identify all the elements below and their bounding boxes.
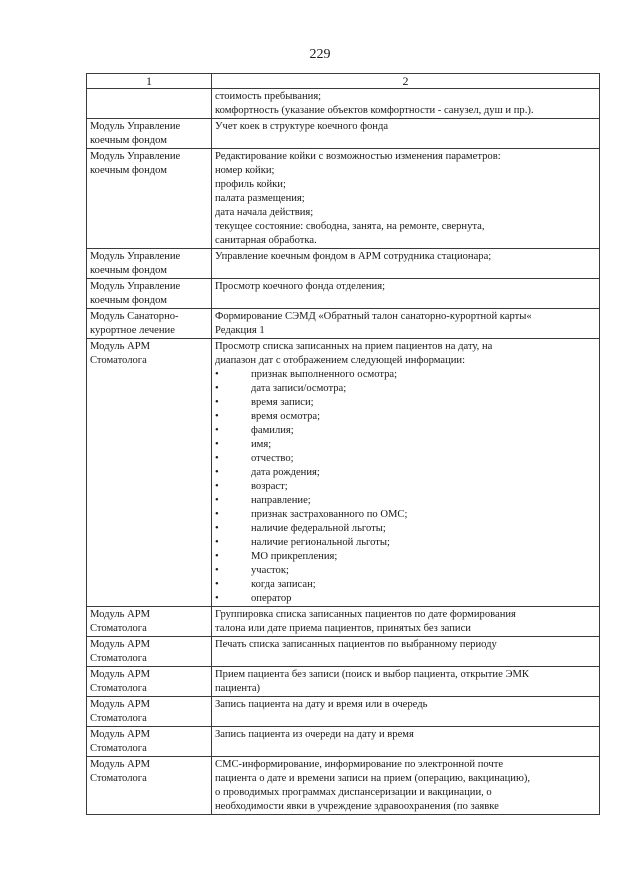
list-item (215, 592, 596, 606)
list-item (215, 438, 596, 452)
bullet-icon: • (215, 411, 219, 422)
bullet-icon: • (215, 565, 219, 576)
module-cell: Модуль АРМ Стоматолога (87, 667, 212, 697)
function-text-line: диапазон дат с отображением следующей информации: (215, 355, 466, 366)
function-text-line: пациента о дате и времени записи на прием (операцию, вакцинацию), (215, 773, 531, 784)
module-cell: Модуль Управление коечным фондом (87, 149, 212, 249)
bullet-icon: • (215, 509, 219, 520)
function-text-line: Управление коечным фондом в АРМ сотрудника стационара; (215, 251, 492, 262)
function-cell (212, 149, 600, 249)
bullet-icon: • (215, 579, 219, 590)
table-row (87, 89, 600, 119)
module-cell: Модуль Управление коечным фондом (87, 249, 212, 279)
function-text-line: палата размещения; (215, 193, 305, 204)
bullet-icon: • (215, 537, 219, 548)
module-cell (87, 89, 212, 119)
table-row (87, 119, 600, 149)
table-row (87, 727, 600, 757)
function-text-line: Прием пациента без записи (поиск и выбор пациента, открытие ЭМК (215, 669, 529, 680)
table-row (87, 149, 600, 249)
function-text-line: Формирование СЭМД «Обратный талон санаторно-курортной карты« (215, 311, 532, 322)
function-cell (212, 119, 600, 149)
list-item-text: участок; (251, 565, 289, 576)
table-row (87, 667, 600, 697)
function-text-line: необходимости явки в учреждение здравоохранения (по заявке (215, 801, 499, 812)
list-item-text: когда записан; (251, 579, 316, 590)
module-cell: Модуль Санаторно-курортное лечение (87, 309, 212, 339)
table-row (87, 637, 600, 667)
table-row (87, 249, 600, 279)
list-item (215, 396, 596, 410)
list-item (215, 508, 596, 522)
page-number: 229 (309, 47, 331, 62)
list-item-text: признак выполненного осмотра; (251, 369, 398, 380)
list-item-text: отчество; (251, 453, 294, 464)
list-item-text: дата рождения; (251, 467, 320, 478)
list-item-text: признак застрахованного по ОМС; (251, 509, 408, 520)
requirements-table (86, 73, 600, 815)
table-row (87, 309, 600, 339)
function-text-line: санитарная обработка. (215, 235, 317, 246)
table-row (87, 607, 600, 637)
function-text-line: Запись пациента из очереди на дату и время (215, 729, 414, 740)
list-item (215, 522, 596, 536)
list-item (215, 452, 596, 466)
table-row (87, 697, 600, 727)
list-item-text: МО прикрепления; (251, 551, 338, 562)
bullet-icon: • (215, 467, 219, 478)
list-item (215, 494, 596, 508)
function-cell (212, 757, 600, 815)
list-item-text: время записи; (251, 397, 314, 408)
list-item (215, 466, 596, 480)
list-item-text: оператор (251, 593, 292, 604)
bullet-icon: • (215, 523, 219, 534)
function-text-line: Просмотр списка записанных на прием пациентов на дату, на (215, 341, 493, 352)
function-text-line: номер койки; (215, 165, 275, 176)
bullet-icon: • (215, 551, 219, 562)
function-text-line: Запись пациента на дату и время или в очередь (215, 699, 428, 710)
module-cell: Модуль АРМ Стоматолога (87, 637, 212, 667)
module-cell: Модуль АРМ Стоматолога (87, 757, 212, 815)
module-cell: Модуль Управление коечным фондом (87, 119, 212, 149)
list-item (215, 382, 596, 396)
list-item-text: имя; (251, 439, 272, 450)
list-item (215, 578, 596, 592)
list-item (215, 480, 596, 494)
bullet-icon: • (215, 425, 219, 436)
function-text-line: профиль койки; (215, 179, 286, 190)
list-item-text: наличие федеральной льготы; (251, 523, 386, 534)
function-text-line: Печать списка записанных пациентов по выбранному периоду (215, 639, 497, 650)
list-item (215, 536, 596, 550)
module-cell: Модуль АРМ Стоматолога (87, 697, 212, 727)
list-item (215, 424, 596, 438)
module-cell: Модуль АРМ Стоматолога (87, 607, 212, 637)
function-text-line: стоимость пребывания; (215, 91, 322, 102)
bullet-icon: • (215, 453, 219, 464)
list-item-text: возраст; (251, 481, 288, 492)
function-cell (212, 339, 600, 607)
table-row (87, 279, 600, 309)
function-text-line: Просмотр коечного фонда отделения; (215, 281, 386, 292)
module-cell: Модуль Управление коечным фондом (87, 279, 212, 309)
function-cell (212, 607, 600, 637)
function-text-line: Редакция 1 (215, 325, 265, 336)
list-item-text: время осмотра; (251, 411, 321, 422)
function-cell (212, 667, 600, 697)
function-text-line: талона или дате приема пациентов, принятых без записи (215, 623, 471, 634)
function-text-line: СМС-информирование, информирование по электронной почте (215, 759, 504, 770)
function-text-line: текущее состояние: свободна, занята, на ремонте, свернута, (215, 221, 485, 232)
bullet-icon: • (215, 383, 219, 394)
function-text-line: Учет коек в структуре коечного фонда (215, 121, 389, 132)
list-item (215, 550, 596, 564)
function-cell (212, 637, 600, 667)
list-item-text: дата записи/осмотра; (251, 383, 347, 394)
header-col-1: 1 (87, 74, 212, 89)
table-header-row (87, 74, 600, 89)
table-row (87, 757, 600, 815)
list-item-text: фамилия; (251, 425, 294, 436)
module-cell: Модуль АРМ Стоматолога (87, 339, 212, 607)
list-item (215, 410, 596, 424)
bullet-icon: • (215, 439, 219, 450)
function-cell (212, 249, 600, 279)
bullet-icon: • (215, 397, 219, 408)
function-cell (212, 89, 600, 119)
page-crop-edge (86, 843, 600, 883)
function-cell (212, 697, 600, 727)
function-cell (212, 279, 600, 309)
module-cell: Модуль АРМ Стоматолога (87, 727, 212, 757)
function-text-line: Редактирование койки с возможностью изменения параметров: (215, 151, 501, 162)
bullet-icon: • (215, 369, 219, 380)
bullet-list (215, 368, 596, 606)
bullet-icon: • (215, 495, 219, 506)
function-text-line: Группировка списка записанных пациентов по дате формирования (215, 609, 516, 620)
function-text-line: дата начала действия; (215, 207, 314, 218)
function-text-line: комфортность (указание объектов комфортности - санузел, душ и пр.). (215, 105, 534, 116)
function-cell (212, 727, 600, 757)
list-item-text: наличие региональной льготы; (251, 537, 390, 548)
function-text-line: о проводимых программах диспансеризации и вакцинации, о (215, 787, 492, 798)
list-item (215, 368, 596, 382)
function-text-line: пациента) (215, 683, 261, 694)
list-item (215, 564, 596, 578)
bullet-icon: • (215, 593, 219, 604)
header-col-2: 2 (212, 74, 600, 89)
list-item-text: направление; (251, 495, 311, 506)
function-cell (212, 309, 600, 339)
bullet-icon: • (215, 481, 219, 492)
table-row (87, 339, 600, 607)
